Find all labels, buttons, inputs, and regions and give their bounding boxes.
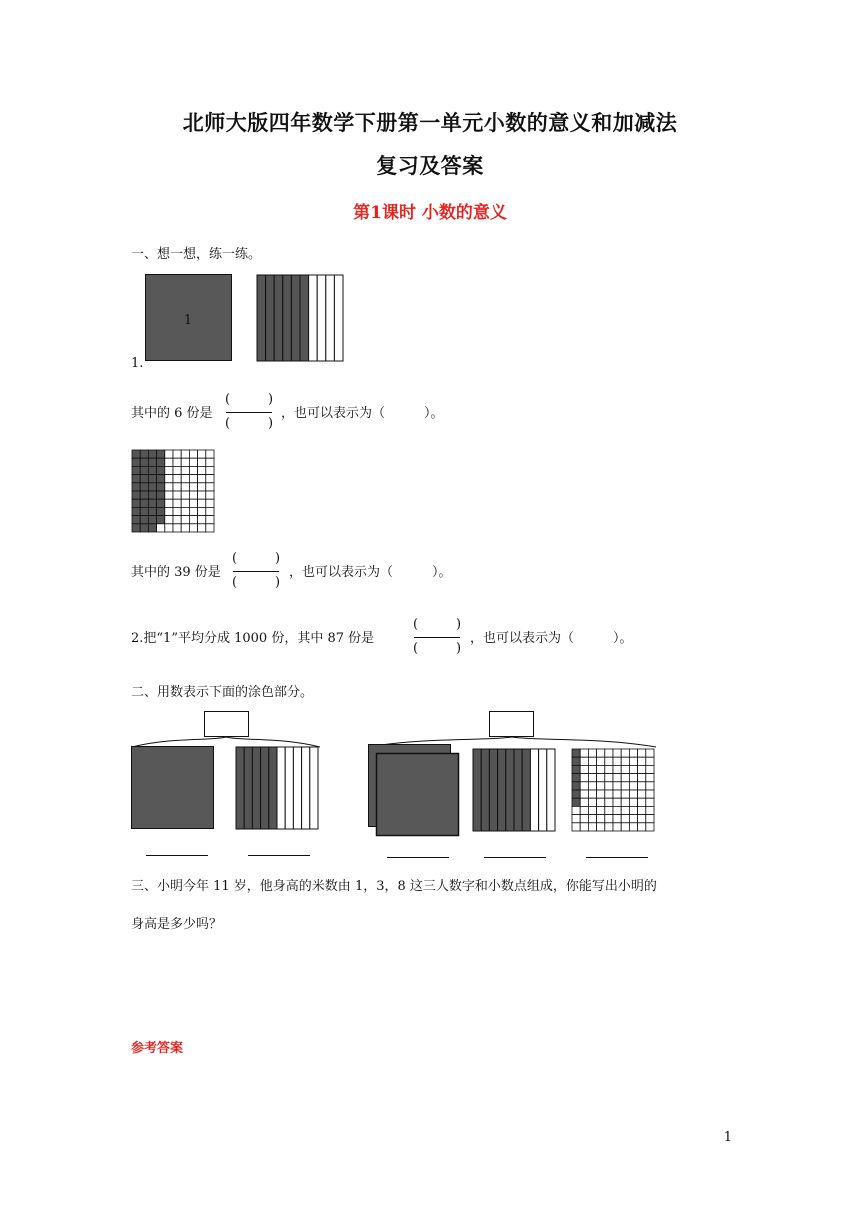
shaded-cell	[157, 458, 165, 466]
empty-cell	[206, 483, 214, 491]
empty-cell	[173, 450, 181, 458]
shaded-cell	[132, 499, 140, 507]
empty-cell	[646, 823, 654, 831]
empty-cell	[605, 757, 613, 765]
empty-cell	[629, 749, 637, 757]
shaded-strip	[506, 749, 514, 831]
shaded-strip	[481, 749, 489, 831]
shaded-cell	[140, 516, 148, 524]
empty-cell	[165, 466, 173, 474]
shaded-cell	[157, 450, 165, 458]
empty-cell	[646, 790, 654, 798]
empty-cell	[621, 757, 629, 765]
empty-cell	[605, 782, 613, 790]
empty-cell	[597, 765, 605, 773]
empty-strip	[539, 749, 547, 831]
empty-cell	[588, 790, 596, 798]
empty-cell	[173, 466, 181, 474]
empty-cell	[588, 798, 596, 806]
paren-close: )	[275, 551, 281, 566]
empty-cell	[165, 524, 173, 532]
fraction-blank-1a[interactable]	[222, 393, 278, 433]
q2-prefix: 2.把“1”平均分成 1000 份，其中 87 份是	[131, 631, 375, 646]
empty-cell	[646, 806, 654, 814]
empty-cell	[629, 798, 637, 806]
shaded-cell	[148, 466, 156, 474]
empty-cell	[638, 806, 646, 814]
empty-cell	[597, 782, 605, 790]
whole-unit-square	[145, 274, 233, 362]
empty-cell	[580, 823, 588, 831]
empty-cell	[198, 483, 206, 491]
empty-cell	[189, 516, 197, 524]
shaded-cell	[140, 507, 148, 515]
shaded-cell	[148, 524, 156, 532]
empty-cell	[165, 483, 173, 491]
shaded-cell	[572, 782, 580, 790]
empty-cell	[638, 774, 646, 782]
shaded-strip	[252, 747, 260, 829]
empty-cell	[165, 475, 173, 483]
empty-cell	[605, 798, 613, 806]
shaded-cell	[572, 749, 580, 757]
shaded-cell	[157, 499, 165, 507]
empty-cell	[621, 806, 629, 814]
empty-cell	[621, 765, 629, 773]
empty-cell	[580, 790, 588, 798]
paren-open: (	[232, 575, 238, 590]
empty-cell	[173, 524, 181, 532]
paren-open: (	[413, 617, 419, 632]
empty-cell	[198, 458, 206, 466]
empty-cell	[181, 475, 189, 483]
empty-cell	[165, 491, 173, 499]
empty-cell	[638, 765, 646, 773]
empty-strip	[285, 747, 293, 829]
empty-cell	[613, 765, 621, 773]
empty-cell	[206, 516, 214, 524]
empty-cell	[173, 475, 181, 483]
paren-close: )	[268, 392, 274, 407]
shaded-strip	[269, 747, 277, 829]
empty-cell	[621, 774, 629, 782]
empty-cell	[597, 806, 605, 814]
document-title: 北师大版四年数学下册第一单元小数的意义和加减法	[182, 110, 678, 135]
empty-cell	[181, 499, 189, 507]
empty-cell	[605, 749, 613, 757]
empty-cell	[173, 499, 181, 507]
empty-cell	[165, 507, 173, 515]
empty-cell	[206, 499, 214, 507]
section3-question-line1: 三、小明今年 11 岁，他身高的米数由 1，3，8 这三人数字和小数点组成，你能写出小明的	[131, 879, 657, 894]
empty-cell	[173, 483, 181, 491]
empty-cell	[181, 516, 189, 524]
empty-cell	[629, 823, 637, 831]
empty-cell	[206, 450, 214, 458]
empty-cell	[189, 458, 197, 466]
section3-question-line2: 身高是多少吗？	[131, 917, 223, 932]
empty-strip	[310, 747, 318, 829]
fraction-bar	[414, 637, 460, 638]
shaded-cell	[157, 466, 165, 474]
shaded-cell	[157, 507, 165, 515]
shaded-strip	[498, 749, 506, 831]
empty-cell	[189, 483, 197, 491]
empty-cell	[181, 507, 189, 515]
shaded-strip	[514, 749, 522, 831]
empty-cell	[206, 524, 214, 532]
shaded-cell	[572, 774, 580, 782]
empty-cell	[621, 782, 629, 790]
empty-cell	[621, 749, 629, 757]
answers-heading: 参考答案	[131, 1041, 184, 1056]
shaded-cell	[148, 475, 156, 483]
fraction-blank-2[interactable]	[410, 618, 466, 658]
shaded-cell	[132, 524, 140, 532]
empty-cell	[206, 507, 214, 515]
empty-cell	[638, 782, 646, 790]
empty-cell	[588, 823, 596, 831]
empty-cell	[621, 790, 629, 798]
answer-box-2[interactable]	[489, 711, 535, 738]
empty-cell	[580, 782, 588, 790]
shaded-cell	[148, 458, 156, 466]
empty-cell	[597, 790, 605, 798]
empty-cell	[173, 458, 181, 466]
empty-cell	[189, 524, 197, 532]
empty-cell	[173, 507, 181, 515]
empty-strip	[334, 275, 343, 361]
page-number: 1	[723, 1130, 732, 1145]
empty-cell	[605, 823, 613, 831]
q1b-prefix: 其中的 39 份是	[131, 565, 221, 580]
paren-open: (	[225, 416, 231, 431]
empty-cell	[613, 815, 621, 823]
shaded-cell	[132, 458, 140, 466]
shaded-cell	[148, 483, 156, 491]
empty-cell	[597, 774, 605, 782]
empty-cell	[638, 798, 646, 806]
empty-cell	[646, 782, 654, 790]
empty-cell	[646, 765, 654, 773]
paren-open: (	[413, 641, 419, 656]
shaded-strip	[300, 275, 309, 361]
empty-cell	[613, 798, 621, 806]
shaded-cell	[140, 524, 148, 532]
shaded-cell	[140, 475, 148, 483]
shaded-cell	[572, 790, 580, 798]
shaded-cell	[140, 450, 148, 458]
shaded-cell	[148, 516, 156, 524]
empty-cell	[646, 774, 654, 782]
empty-cell	[580, 757, 588, 765]
empty-cell	[189, 466, 197, 474]
shaded-cell	[572, 765, 580, 773]
section1-heading: 一、想一想，练一练。	[131, 247, 262, 262]
shaded-cell	[157, 516, 165, 524]
empty-cell	[189, 491, 197, 499]
empty-cell	[198, 516, 206, 524]
shaded-cell	[140, 499, 148, 507]
empty-cell	[646, 815, 654, 823]
empty-cell	[198, 475, 206, 483]
empty-cell	[629, 806, 637, 814]
empty-cell	[638, 790, 646, 798]
shaded-cell	[132, 507, 140, 515]
empty-strip	[530, 749, 538, 831]
empty-cell	[597, 823, 605, 831]
empty-cell	[181, 491, 189, 499]
empty-cell	[597, 798, 605, 806]
tenths-strip-grid	[472, 748, 556, 832]
empty-cell	[206, 466, 214, 474]
empty-cell	[638, 823, 646, 831]
empty-cell	[173, 516, 181, 524]
paren-open: (	[232, 551, 238, 566]
empty-cell	[613, 774, 621, 782]
empty-cell	[206, 458, 214, 466]
shaded-cell	[148, 450, 156, 458]
empty-cell	[165, 516, 173, 524]
empty-strip	[326, 275, 335, 361]
q2-suffix: ，也可以表示为（ ）。	[470, 631, 633, 646]
answer-line[interactable]	[146, 855, 208, 856]
fraction-bar	[226, 412, 272, 413]
shaded-strip	[244, 747, 252, 829]
empty-cell	[613, 806, 621, 814]
paren-close: )	[456, 641, 462, 656]
empty-cell	[580, 749, 588, 757]
empty-cell	[181, 458, 189, 466]
empty-cell	[613, 749, 621, 757]
empty-cell	[597, 757, 605, 765]
shaded-strip	[236, 747, 244, 829]
empty-cell	[198, 507, 206, 515]
empty-cell	[605, 806, 613, 814]
empty-cell	[165, 499, 173, 507]
shaded-cell	[132, 466, 140, 474]
shaded-cell	[132, 483, 140, 491]
empty-cell	[198, 499, 206, 507]
empty-cell	[181, 450, 189, 458]
empty-strip	[302, 747, 310, 829]
shaded-cell	[140, 458, 148, 466]
empty-strip	[309, 275, 318, 361]
shaded-strip	[473, 749, 481, 831]
empty-cell	[638, 815, 646, 823]
tenths-strip-grid	[235, 746, 319, 830]
empty-cell	[580, 765, 588, 773]
shaded-cell	[140, 466, 148, 474]
item1-label: 1.	[131, 356, 144, 371]
answer-line[interactable]	[248, 855, 310, 856]
empty-cell	[605, 790, 613, 798]
shaded-strip	[283, 275, 292, 361]
empty-cell	[181, 483, 189, 491]
whole-square	[131, 746, 215, 830]
hundredths-grid	[571, 748, 655, 832]
empty-cell	[181, 466, 189, 474]
empty-cell	[597, 815, 605, 823]
empty-cell	[621, 823, 629, 831]
answer-line[interactable]	[387, 857, 449, 858]
paren-open: (	[225, 392, 231, 407]
shaded-strip	[266, 275, 275, 361]
empty-cell	[588, 774, 596, 782]
empty-cell	[629, 774, 637, 782]
shaded-cell	[157, 475, 165, 483]
empty-cell	[629, 757, 637, 765]
empty-cell	[646, 757, 654, 765]
empty-cell	[621, 815, 629, 823]
shaded-cell	[157, 491, 165, 499]
empty-cell	[580, 815, 588, 823]
shaded-cell	[140, 483, 148, 491]
empty-cell	[173, 491, 181, 499]
lesson-title: 第1课时 小数的意义	[353, 203, 507, 223]
empty-cell	[588, 806, 596, 814]
fraction-blank-1b[interactable]	[229, 552, 285, 592]
empty-cell	[157, 524, 165, 532]
empty-cell	[629, 782, 637, 790]
shaded-cell	[157, 483, 165, 491]
empty-cell	[189, 507, 197, 515]
empty-cell	[588, 815, 596, 823]
empty-strip	[277, 747, 285, 829]
empty-cell	[613, 757, 621, 765]
empty-cell	[629, 790, 637, 798]
shaded-cell	[148, 491, 156, 499]
document-title-line2: 复习及答案	[376, 153, 484, 178]
q1a-prefix: 其中的 6 份是	[131, 406, 213, 421]
answer-box-1[interactable]	[204, 711, 250, 738]
section2-heading: 二、用数表示下面的涂色部分。	[131, 685, 314, 700]
empty-cell	[613, 782, 621, 790]
fraction-bar	[233, 571, 279, 572]
empty-cell	[588, 757, 596, 765]
empty-cell	[198, 466, 206, 474]
empty-cell	[580, 806, 588, 814]
empty-cell	[580, 798, 588, 806]
empty-cell	[605, 774, 613, 782]
shaded-strip	[291, 275, 300, 361]
empty-cell	[629, 815, 637, 823]
paren-close: )	[456, 617, 462, 632]
hundredths-grid	[131, 449, 215, 533]
shaded-cell	[572, 798, 580, 806]
tenths-strip-grid	[256, 274, 344, 362]
shaded-cell	[148, 507, 156, 515]
shaded-strip	[522, 749, 530, 831]
empty-cell	[629, 765, 637, 773]
empty-cell	[189, 450, 197, 458]
shaded-cell	[140, 491, 148, 499]
shaded-strip	[261, 747, 269, 829]
empty-cell	[580, 774, 588, 782]
shaded-cell	[132, 516, 140, 524]
empty-cell	[588, 782, 596, 790]
empty-cell	[597, 749, 605, 757]
shaded-cell	[572, 757, 580, 765]
empty-cell	[165, 450, 173, 458]
empty-cell	[198, 450, 206, 458]
empty-cell	[588, 749, 596, 757]
empty-cell	[189, 475, 197, 483]
empty-cell	[198, 524, 206, 532]
shaded-strip	[489, 749, 497, 831]
answer-line[interactable]	[484, 857, 546, 858]
q1a-suffix: ，也可以表示为（ ）。	[281, 406, 444, 421]
empty-cell	[613, 823, 621, 831]
shaded-cell	[132, 450, 140, 458]
empty-cell	[646, 749, 654, 757]
empty-cell	[638, 749, 646, 757]
empty-cell	[588, 765, 596, 773]
empty-cell	[206, 491, 214, 499]
answer-line[interactable]	[586, 857, 648, 858]
empty-cell	[572, 823, 580, 831]
shaded-cell	[132, 491, 140, 499]
empty-cell	[605, 765, 613, 773]
empty-cell	[613, 790, 621, 798]
empty-cell	[621, 798, 629, 806]
empty-strip	[547, 749, 555, 831]
shaded-strip	[257, 275, 266, 361]
empty-cell	[572, 815, 580, 823]
empty-cell	[181, 524, 189, 532]
empty-cell	[638, 757, 646, 765]
shaded-cell	[132, 475, 140, 483]
empty-cell	[165, 458, 173, 466]
whole-squares-pair	[368, 744, 463, 839]
empty-cell	[605, 815, 613, 823]
q1b-suffix: ，也可以表示为（ ）。	[289, 565, 452, 580]
paren-close: )	[275, 575, 281, 590]
paren-close: )	[268, 416, 274, 431]
shaded-strip	[274, 275, 283, 361]
shaded-cell	[148, 499, 156, 507]
empty-cell	[646, 798, 654, 806]
empty-cell	[572, 806, 580, 814]
empty-cell	[189, 499, 197, 507]
empty-cell	[206, 475, 214, 483]
empty-cell	[198, 491, 206, 499]
empty-strip	[317, 275, 326, 361]
empty-strip	[293, 747, 301, 829]
square-label: 1	[183, 313, 193, 328]
